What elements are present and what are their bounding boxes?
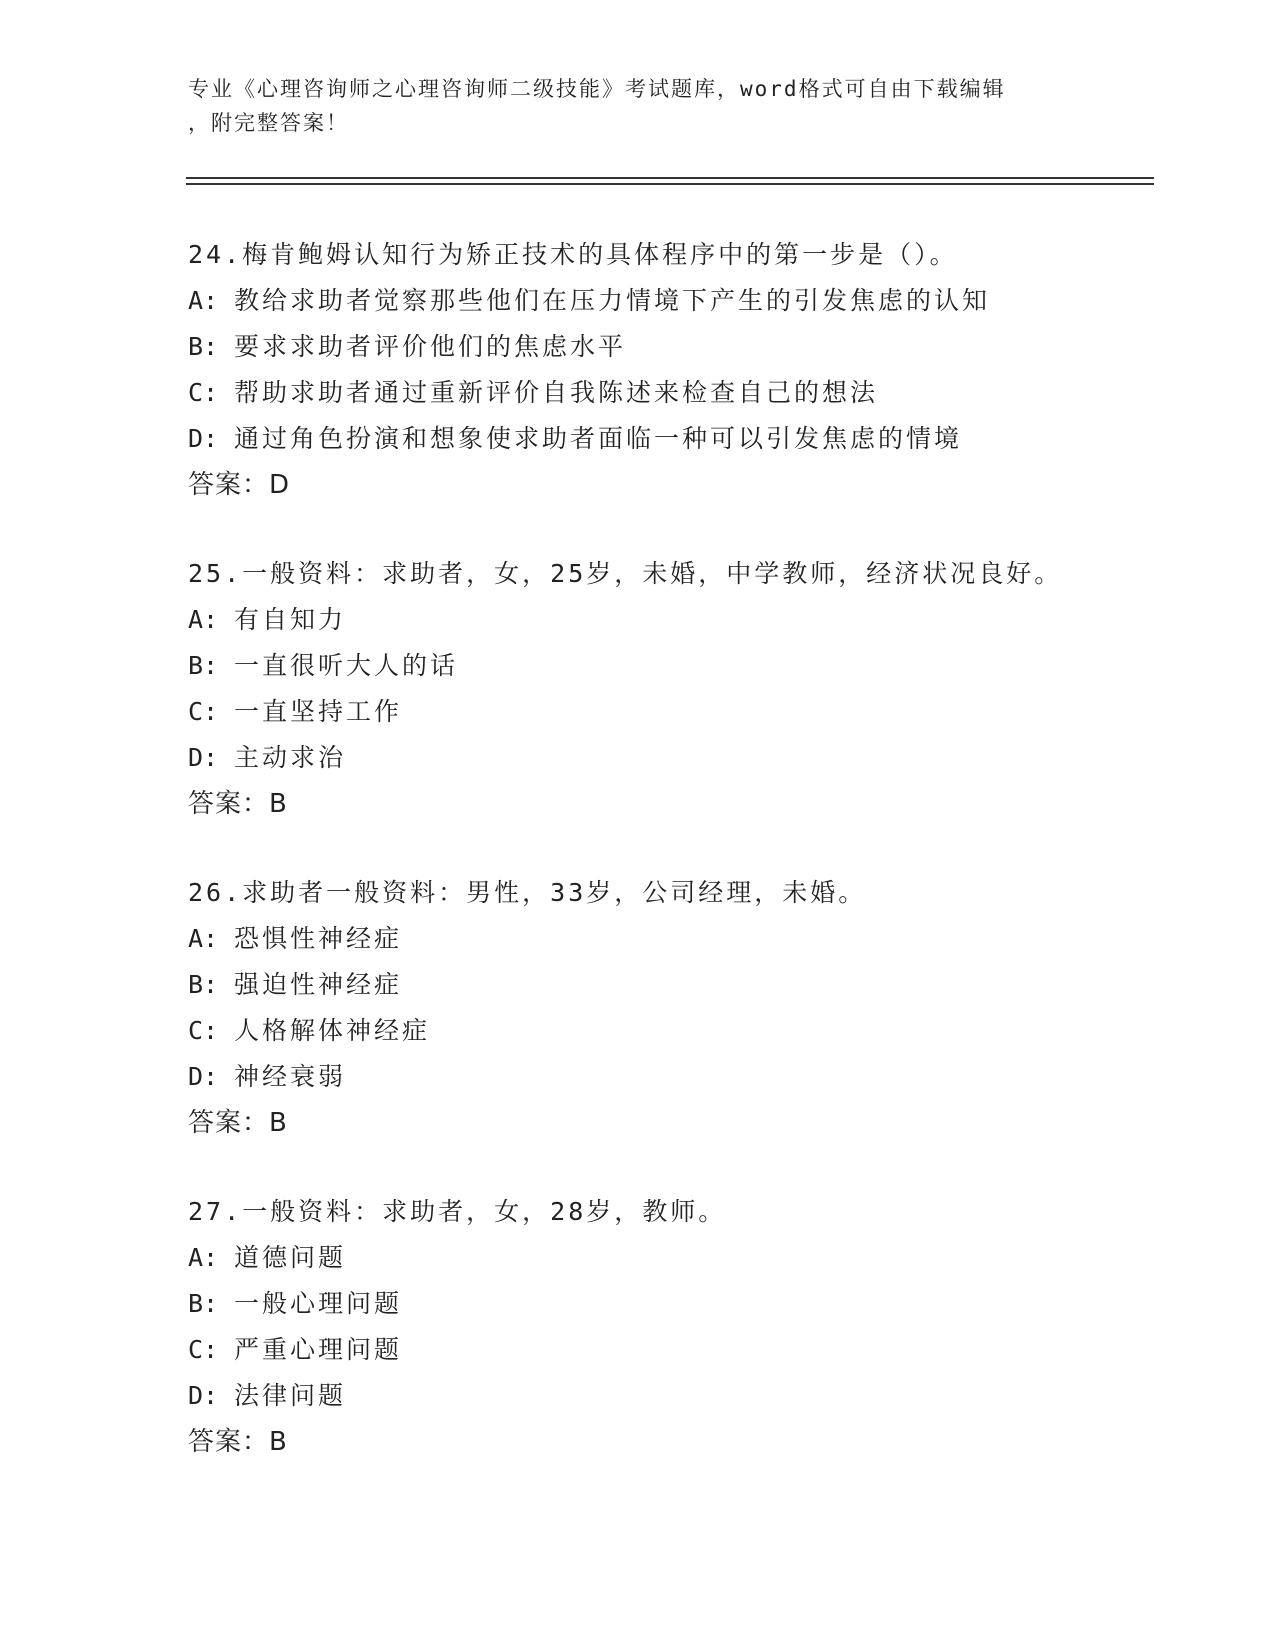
option-b <box>188 643 1168 689</box>
option-d <box>188 1054 1168 1100</box>
option-letter: C: <box>188 1016 219 1045</box>
question-stem: 24.梅肯鲍姆认知行为矫正技术的具体程序中的第一步是（）。 <box>188 240 958 269</box>
header-divider <box>186 177 1154 179</box>
option-d <box>188 735 1168 781</box>
option-a <box>188 1235 1168 1281</box>
question-25 <box>188 551 1168 827</box>
option-text: 一直很听大人的话 <box>234 651 459 680</box>
option-text: 一般心理问题 <box>234 1289 403 1318</box>
option-letter: B: <box>188 651 219 680</box>
option-text: 通过角色扮演和想象使求助者面临一种可以引发焦虑的情境 <box>234 424 963 453</box>
option-letter: B: <box>188 1289 219 1318</box>
option-b <box>188 1281 1168 1327</box>
question-26 <box>188 870 1168 1146</box>
option-d <box>188 416 1168 462</box>
option-b <box>188 324 1168 370</box>
option-letter: D: <box>188 1062 219 1091</box>
option-text: 强迫性神经症 <box>234 970 403 999</box>
document-header <box>188 72 1088 140</box>
option-letter: B: <box>188 332 219 361</box>
option-d <box>188 1373 1168 1419</box>
header-line-1: 专业《心理咨询师之心理咨询师二级技能》考试题库，word格式可自由下载编辑 <box>188 77 1006 101</box>
option-letter: D: <box>188 424 219 453</box>
option-letter: D: <box>188 1381 219 1410</box>
option-text: 教给求助者觉察那些他们在压力情境下产生的引发焦虑的认知 <box>234 286 991 315</box>
header-divider-second <box>186 183 1154 185</box>
option-letter: C: <box>188 697 219 726</box>
option-text: 人格解体神经症 <box>234 1016 431 1045</box>
option-letter: B: <box>188 970 219 999</box>
option-c <box>188 370 1168 416</box>
option-text: 帮助求助者通过重新评价自我陈述来检查自己的想法 <box>234 378 879 407</box>
option-letter: C: <box>188 1335 219 1364</box>
option-text: 神经衰弱 <box>234 1062 347 1091</box>
option-c <box>188 1327 1168 1373</box>
question-24 <box>188 232 1168 508</box>
option-letter: A: <box>188 1243 219 1272</box>
question-stem: 27.一般资料：求助者，女，28岁，教师。 <box>188 1197 727 1226</box>
option-letter: D: <box>188 743 219 772</box>
option-text: 要求求助者评价他们的焦虑水平 <box>234 332 627 361</box>
header-line-2: ，附完整答案！ <box>188 111 349 135</box>
answer-line: 答案：B <box>188 789 288 819</box>
option-letter: A: <box>188 924 219 953</box>
question-stem: 26.求助者一般资料：男性，33岁，公司经理，未婚。 <box>188 878 867 907</box>
answer-line: 答案：D <box>188 470 291 500</box>
option-c <box>188 689 1168 735</box>
option-c <box>188 1008 1168 1054</box>
option-a <box>188 597 1168 643</box>
option-text: 严重心理问题 <box>234 1335 403 1364</box>
option-text: 道德问题 <box>234 1243 347 1272</box>
option-text: 法律问题 <box>234 1381 347 1410</box>
answer-line: 答案：B <box>188 1427 288 1457</box>
option-b <box>188 962 1168 1008</box>
option-a <box>188 278 1168 324</box>
option-text: 恐惧性神经症 <box>234 924 403 953</box>
option-text: 一直坚持工作 <box>234 697 403 726</box>
option-text: 主动求治 <box>234 743 347 772</box>
option-letter: A: <box>188 286 219 315</box>
option-a <box>188 916 1168 962</box>
question-27 <box>188 1189 1168 1465</box>
question-list <box>188 232 1168 1508</box>
option-letter: C: <box>188 378 219 407</box>
answer-line: 答案：B <box>188 1108 288 1138</box>
option-letter: A: <box>188 605 219 634</box>
question-stem: 25.一般资料：求助者，女，25岁，未婚，中学教师，经济状况良好。 <box>188 559 1063 588</box>
option-text: 有自知力 <box>234 605 347 634</box>
